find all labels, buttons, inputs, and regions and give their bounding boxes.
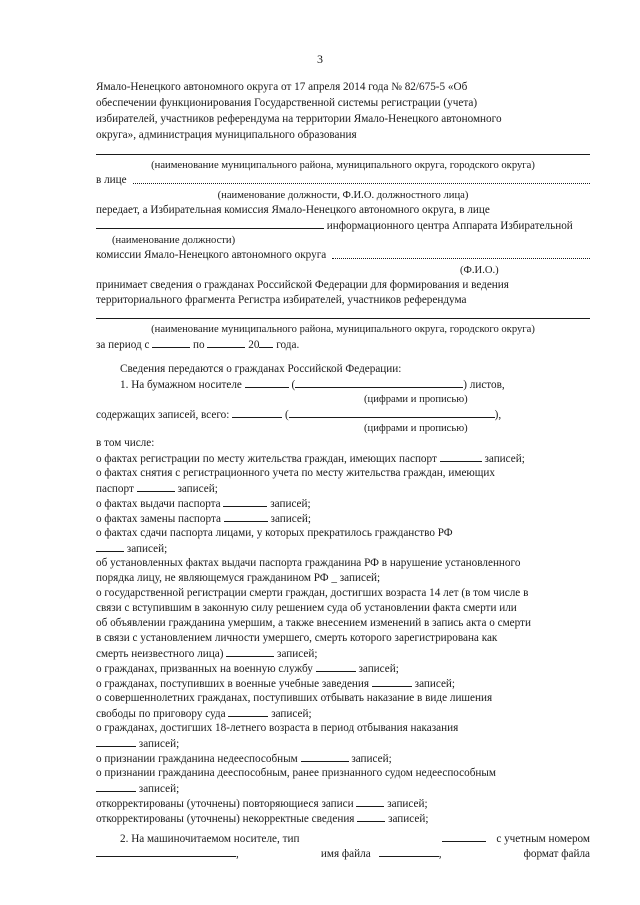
item-death-5: смерть неизвестного лица) записей; (96, 648, 318, 660)
including: в том числе: (96, 437, 155, 449)
page-number: 3 (317, 52, 323, 66)
intro-line-2: обеспечении функционирования Государственной системы регистрации (учета) (96, 97, 478, 109)
item-adults-2: записей; (96, 736, 590, 752)
item-death-2: связи с вступившим в законную силу решением суда об установлении факта смерти или (96, 602, 517, 614)
item-deregistration-2: паспорт записей; (96, 483, 218, 495)
item-minors-1: о совершеннолетних гражданах, поступивших отбывать наказание в виде лишения (96, 692, 493, 704)
intro-line-4: округа», администрация муниципального образования (96, 129, 357, 141)
caption-municipality-1: (наименование муниципального района, муниципального округа, городского округа) (151, 160, 535, 171)
item-surrender-2: записей; (96, 541, 590, 557)
item-registration: о фактах регистрации по месту жительства граждан, имеющих паспорт записей; (96, 453, 525, 465)
period-line: за период с по 20 года. (96, 339, 300, 351)
paper-carrier-line: 1. На бумажном носителе ( ) листов, (120, 379, 505, 391)
caption-digits-2: (цифрами и прописью) (364, 423, 468, 434)
transfers-line: передает, а Избирательная комиссия Ямало-Ненецкого автономного округа, в лице (96, 204, 490, 216)
item-minors-2: свободы по приговору суда записей; (96, 708, 312, 720)
records-total-line: содержащих записей, всего: ( ), (96, 409, 502, 421)
item-issue: о фактах выдачи паспорта записей; (96, 498, 311, 510)
intro-line-1: Ямало-Ненецкого автономного округа от 17 апреля 2014 года № 82/675-5 «Об (96, 81, 468, 93)
item-violation-1: об установленных фактах выдачи паспорта гражданина РФ в нарушение установленного (96, 557, 521, 569)
caption-municipality-2: (наименование муниципального района, муниципального округа, городского округа) (151, 324, 535, 335)
item-military-school: о гражданах, поступивших в военные учебные заведения записей; (96, 678, 456, 690)
machine-carrier-line-2: , имя файла , формат файла (96, 846, 590, 862)
item-military-service: о гражданах, призванных на военную службу записей; (96, 663, 399, 675)
item-deregistration-1: о фактах снятия с регистрационного учета по месту жительства граждан, имеющих (96, 467, 495, 479)
caption-digits-1: (цифрами и прописью) (364, 394, 468, 405)
item-death-3: об объявлении гражданина умершим, а также внесением изменений в запись акта о смерти (96, 617, 531, 629)
caption-fio: (Ф.И.О.) (460, 265, 499, 276)
in-person-line: в лице (96, 173, 590, 188)
item-adults-1: о гражданах, достигших 18-летнего возраста в период отбывания наказания (96, 722, 459, 734)
accepts-line-1: принимает сведения о гражданах Российской Федерации для формирования и ведения (96, 279, 509, 291)
item-death-1: о государственной регистрации смерти граждан, достигших возраста 14 лет (в том числе в (96, 587, 529, 599)
item-replace: о фактах замены паспорта записей; (96, 513, 311, 525)
caption-position-name: (наименование должности, Ф.И.О. должностного лица) (217, 190, 469, 201)
item-corrected-repeat: откорректированы (уточнены) повторяющиеся записи записей; (96, 798, 428, 810)
item-corrected-wrong: откорректированы (уточнены) некорректные сведения записей; (96, 813, 429, 825)
caption-position: (наименование должности) (112, 235, 236, 246)
commission-line: комиссии Ямало-Ненецкого автономного округа (96, 248, 590, 263)
item-surrender-1: о фактах сдачи паспорта лицами, у которых прекратилось гражданство РФ (96, 527, 453, 539)
accepts-line-2: территориального фрагмента Регистра избирателей, участников референдума (96, 294, 467, 306)
item-death-4: в связи с установлением личности умершего, смерть которого зарегистрирована как (96, 632, 498, 644)
item-capable-1: о признании гражданина дееспособным, ранее признанного судом недееспособным (96, 767, 497, 779)
item-violation-2: порядка лицу, не являющемуся гражданином РФ _ записей; (96, 572, 381, 584)
info-center-line: информационного центра Аппарата Избирательной (96, 218, 590, 234)
machine-carrier-line-1: 2. На машиночитаемом носителе, тип с учетным номером (120, 833, 590, 845)
item-capable-2: записей; (96, 781, 590, 797)
info-transferred: Сведения передаются о гражданах Российской Федерации: (120, 363, 402, 375)
intro-line-3: избирателей, участников референдума на территории Ямало-Ненецкого автономного (96, 113, 502, 125)
item-incapable: о признании гражданина недееспособным записей; (96, 753, 392, 765)
